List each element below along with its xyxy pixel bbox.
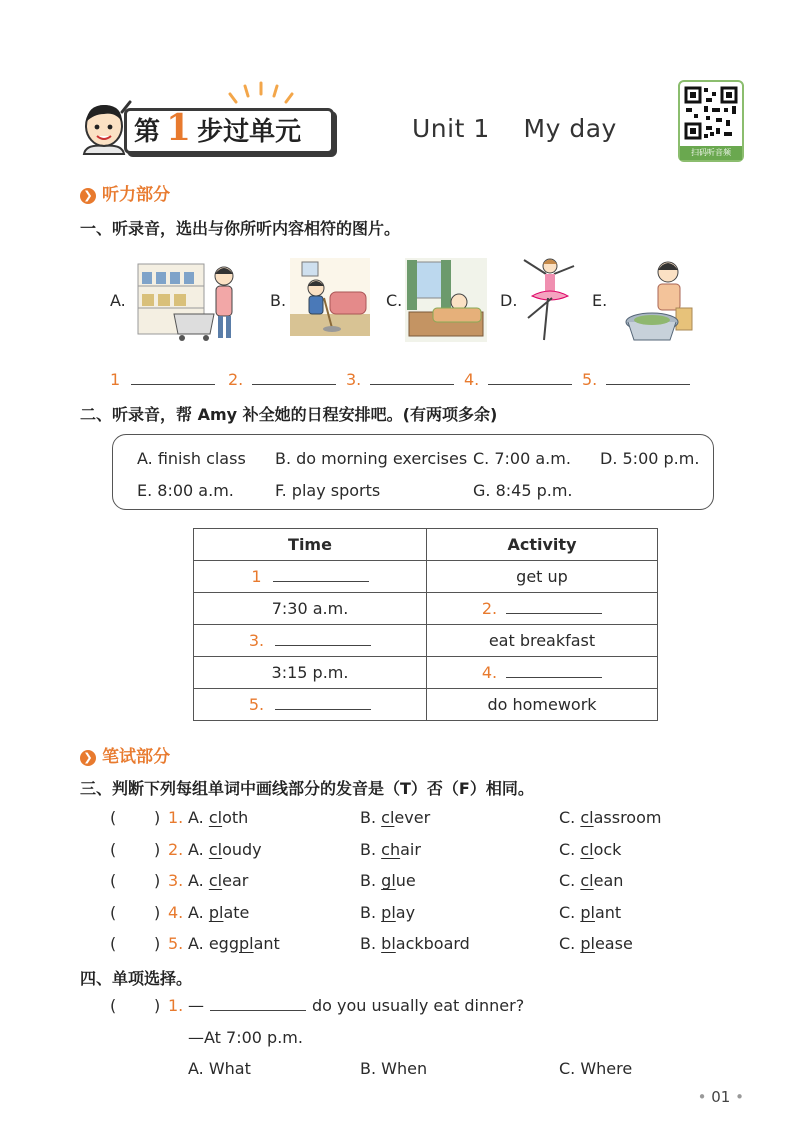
- word-option-a: A. plate: [188, 903, 250, 922]
- washing-clothes-icon: [622, 256, 700, 346]
- item-number: 3.: [168, 871, 184, 890]
- time-cell[interactable]: 3.: [194, 625, 427, 657]
- bracket-close: ): [154, 871, 161, 890]
- q1-answer-blanks: 1: [110, 370, 215, 389]
- table-row: [194, 593, 658, 625]
- table-header-row: [194, 529, 658, 561]
- banner-title: 第 1 步过单元: [134, 107, 302, 149]
- q4-question: — do you usually eat dinner?: [188, 996, 525, 1015]
- activity-cell: eat breakfast: [427, 625, 658, 657]
- word-option-b: B. chair: [360, 840, 421, 859]
- answer-bracket[interactable]: (: [110, 808, 117, 827]
- col-header-time: Time: [194, 529, 427, 561]
- word-bank-box: [112, 434, 714, 510]
- q4-option-c[interactable]: C. Where: [559, 1059, 633, 1078]
- option-d: D. 5:00 p.m.: [600, 449, 700, 468]
- question-1-title: 一、听录音，选出与你所听内容相符的图片。: [80, 219, 401, 238]
- sick-bed-icon: [405, 258, 487, 342]
- time-cell[interactable]: 1: [194, 561, 427, 593]
- answer-bracket[interactable]: (: [110, 934, 117, 953]
- answer-bracket[interactable]: (: [110, 903, 117, 922]
- activity-cell: do homework: [427, 689, 658, 721]
- boy-mascot-icon: [76, 100, 136, 156]
- arrow-bullet-icon: ❯: [80, 188, 96, 204]
- word-option-b: B. glue: [360, 871, 416, 890]
- q1-blank-5: 5.: [582, 370, 690, 389]
- time-cell: 3:15 p.m.: [194, 657, 427, 689]
- word-option-c: C. plant: [559, 903, 622, 922]
- word-option-a: A. eggplant: [188, 934, 280, 953]
- q4-answer-line: —At 7:00 p.m.: [188, 1028, 303, 1047]
- option-f: F. play sports: [275, 481, 381, 500]
- question-2-title: 二、听录音，帮 Amy 补全她的日程安排吧。(有两项多余): [80, 405, 498, 424]
- q4-bracket-close: ): [154, 996, 161, 1015]
- bracket-close: ): [154, 934, 161, 953]
- qr-label: 扫码听音频: [680, 146, 742, 160]
- bracket-close: ): [154, 808, 161, 827]
- q4-option-a[interactable]: A. What: [188, 1059, 251, 1078]
- word-option-a: A. cloth: [188, 808, 249, 827]
- activity-cell: get up: [427, 561, 658, 593]
- answer-blank-2[interactable]: [252, 384, 336, 385]
- qr-code[interactable]: [678, 80, 744, 162]
- table-row: [194, 657, 658, 689]
- option-c: C. 7:00 a.m.: [473, 449, 571, 468]
- picture-label-b: B.: [270, 291, 287, 310]
- unit-banner: [76, 100, 332, 152]
- item-number: 2.: [168, 840, 184, 859]
- word-option-a: A. clear: [188, 871, 249, 890]
- shopping-cart-icon: [134, 258, 240, 344]
- time-cell[interactable]: 5.: [194, 689, 427, 721]
- answer-bracket[interactable]: (: [110, 871, 117, 890]
- picture-label-c: C.: [386, 291, 403, 310]
- word-option-a: A. cloudy: [188, 840, 262, 859]
- time-cell: 7:30 a.m.: [194, 593, 427, 625]
- answer-blank-1[interactable]: [131, 384, 215, 385]
- col-header-activity: Activity: [427, 529, 658, 561]
- bracket-close: ): [154, 903, 161, 922]
- q4-number: 1.: [168, 996, 184, 1015]
- word-option-c: C. please: [559, 934, 633, 953]
- answer-bracket[interactable]: (: [110, 840, 117, 859]
- unit-title: Unit 1 My day: [412, 114, 617, 143]
- page-number: • 01 •: [697, 1088, 744, 1106]
- q4-blank[interactable]: [210, 1010, 306, 1011]
- qr-code-icon: [682, 84, 740, 142]
- question-3-title: 三、判断下列每组单词中画线部分的发音是（T）否（F）相同。: [80, 779, 534, 798]
- option-e: E. 8:00 a.m.: [137, 481, 234, 500]
- word-option-c: C. clock: [559, 840, 622, 859]
- question-4-title: 四、单项选择。: [80, 969, 193, 988]
- q1-blank-3: 3.: [346, 370, 454, 389]
- activity-cell[interactable]: 2.: [427, 593, 658, 625]
- option-a: A. finish class: [137, 449, 246, 468]
- q4-option-b[interactable]: B. When: [360, 1059, 428, 1078]
- bracket-close: ): [154, 840, 161, 859]
- answer-blank-4[interactable]: [488, 384, 572, 385]
- word-option-b: B. play: [360, 903, 416, 922]
- option-b: B. do morning exercises: [275, 449, 468, 468]
- sun-rays-icon: [226, 80, 296, 108]
- mopping-icon: [290, 258, 370, 336]
- item-number: 4.: [168, 903, 184, 922]
- schedule-table: [193, 528, 658, 721]
- word-option-b: B. blackboard: [360, 934, 470, 953]
- answer-blank-5[interactable]: [606, 384, 690, 385]
- written-heading: ❯ 笔试部分: [80, 742, 170, 767]
- table-row: [194, 561, 658, 593]
- activity-cell[interactable]: 4.: [427, 657, 658, 689]
- table-row: [194, 689, 658, 721]
- answer-blank-3[interactable]: [370, 384, 454, 385]
- item-number: 1.: [168, 808, 184, 827]
- listening-heading: ❯ 听力部分: [80, 180, 170, 205]
- q1-blank-2: 2.: [228, 370, 336, 389]
- item-number: 5.: [168, 934, 184, 953]
- picture-label-d: D.: [500, 291, 518, 310]
- table-row: [194, 625, 658, 657]
- picture-label-a: A.: [110, 291, 126, 310]
- word-option-b: B. clever: [360, 808, 431, 827]
- ballet-icon: [518, 252, 578, 346]
- word-option-c: C. classroom: [559, 808, 662, 827]
- q1-blank-4: 4.: [464, 370, 572, 389]
- word-option-c: C. clean: [559, 871, 624, 890]
- option-g: G. 8:45 p.m.: [473, 481, 573, 500]
- q4-answer-bracket[interactable]: (: [110, 996, 117, 1015]
- arrow-bullet-icon: ❯: [80, 750, 96, 766]
- picture-label-e: E.: [592, 291, 608, 310]
